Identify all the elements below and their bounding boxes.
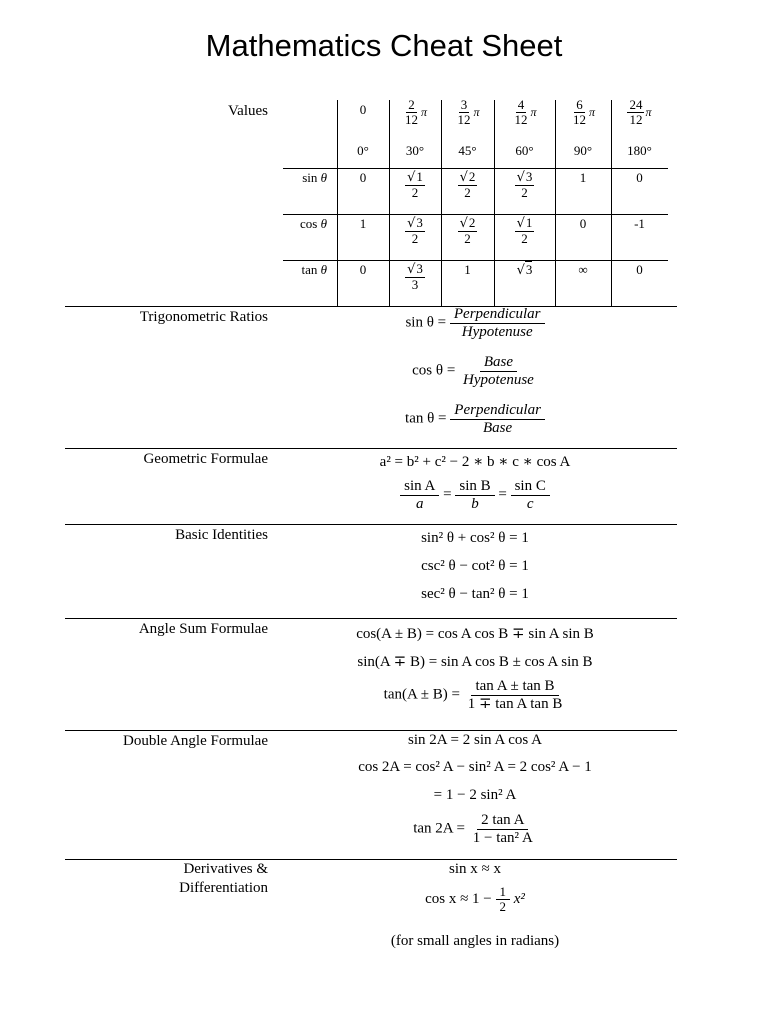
formula-law-of-cosines: a² = b² + c² − 2 ∗ b ∗ c ∗ cos A [379,454,571,470]
table-cell [441,216,494,247]
cell-value: 1 [579,170,587,185]
cell-value: 0 [359,262,367,277]
fraction [571,98,588,128]
table-cell [389,262,441,293]
numerator [458,170,478,186]
radicand: 3 [525,262,533,277]
cell-value: ∞ [578,262,588,277]
formula-rhs: x² [513,891,525,908]
fraction [458,170,478,201]
radicand: 2 [468,215,476,230]
formula-lhs: cos θ = [412,362,456,379]
cell-value [515,215,535,247]
denominator: 1 − tan² A [472,829,533,846]
formula-lhs: cos x ≈ 1 − [425,891,492,908]
equals-sign: = [443,486,452,503]
theta-symbol: θ [320,216,327,231]
table-row-label: cos θ [300,216,327,231]
formula-cos-double: cos 2A = cos² A − sin² A = 2 cos² A − 1 [358,759,592,775]
section-divider [65,618,677,619]
page-title: Mathematics Cheat Sheet [205,28,563,63]
table-cell [441,262,494,278]
fraction [450,306,545,340]
table-header-degrees: 180° [627,143,652,158]
denominator: 12 [629,112,643,128]
formula-tan-double [280,812,670,846]
denominator: 2 [464,185,471,201]
table-header-radians [611,98,668,128]
cell-value: 1 [464,262,471,277]
denominator: Base [483,419,513,436]
formula-lhs: tan 2A = [413,820,465,837]
label-line: Derivatives & [183,861,268,877]
numerator: 3 [460,97,468,112]
cell-value: 0 [359,170,367,185]
radical-sign: √ [516,263,525,278]
formula-sin-sum: sin(A ∓ B) = sin A cos B ± cos A sin B [357,654,593,670]
denominator: 2 [464,231,471,247]
identity-line: sec² θ − tan² θ = 1 [421,586,529,602]
numerator: 24 [629,97,643,112]
radical-sign: √ [407,170,416,185]
cell-value: 0 [636,170,643,185]
section-divider [65,448,677,449]
cell-value [405,169,425,201]
numerator [458,216,478,232]
denominator: 12 [457,112,471,128]
formula-cos-double-alt: = 1 − 2 sin² A [433,787,517,803]
table-cell [555,170,611,186]
denominator: b [471,495,479,512]
cell-value [458,215,478,247]
table-cell [441,170,494,201]
numerator: 2 tan A [477,812,528,830]
identity-line: csc² θ − cot² θ = 1 [421,558,529,574]
fraction [496,885,511,915]
denominator: Hypotenuse [463,371,534,388]
formula-cos-sum: cos(A ± B) = cos A cos B ∓ sin A sin B [356,626,594,642]
table-header-radians [441,98,494,128]
numerator [515,216,535,232]
fraction [455,478,494,512]
pi-symbol: π [473,105,480,120]
denominator: 2 [411,231,419,247]
formula-lhs: sin θ = [405,314,447,331]
table-header-degrees: 30° [405,143,425,158]
numerator [405,170,425,186]
radicand: 3 [416,261,423,276]
fraction [403,98,420,128]
note-small-angles: (for small angles in radians) [390,933,560,949]
fraction [515,216,535,247]
cell-value: 1 [359,216,367,231]
table-header-radians [389,98,441,128]
table-header-degrees: 0° [357,143,369,158]
section-label-derivatives [179,860,268,898]
fraction [450,402,545,436]
denominator: 12 [572,112,586,128]
radicand: 1 [416,169,423,184]
denominator: 1 ∓ tan A tan B [467,695,563,712]
table-cell [389,170,441,201]
numerator: sin C [511,478,550,496]
denominator: Hypotenuse [461,323,533,340]
numerator: 1 [496,885,511,900]
table-hline [283,214,668,215]
numerator: 2 [408,97,415,112]
table-cell [611,216,668,232]
table-cell [555,262,611,278]
identity-line: sin² θ + cos² θ = 1 [421,530,529,546]
formula-tan-sum [280,678,670,712]
formula-cos-ratio [280,354,670,388]
numerator: Perpendicular [450,306,545,324]
cell-value [405,261,425,293]
formula-cos-approx [280,885,670,915]
table-cell [555,216,611,232]
table-cell [611,170,668,186]
denominator: 2 [521,185,528,201]
numerator: sin A [400,478,439,496]
radicand: 1 [525,215,533,230]
table-cell [389,216,441,247]
denominator: 12 [404,112,418,128]
pi-symbol: π [530,105,537,120]
numerator [405,262,425,278]
section-label-trig-ratios: Trigonometric Ratios [139,309,268,325]
table-cell [611,262,668,278]
theta-symbol: θ [320,170,327,185]
radical-sign: √ [407,262,416,277]
equals-sign: = [498,486,507,503]
pi-symbol: π [588,105,595,120]
table-row-label: tan θ [301,262,327,277]
cell-value [515,169,535,201]
denominator: a [416,495,424,512]
formula-lhs: tan θ = [405,410,447,427]
radicand: 3 [416,215,423,230]
formula-sin-double: sin 2A = 2 sin A cos A [408,732,542,748]
table-header-radians: 0 [359,102,367,117]
table-cell [337,170,389,186]
section-label-angle-sum: Angle Sum Formulae [138,621,268,637]
cell-value [458,169,478,201]
formula-law-of-sines [280,478,670,512]
pi-symbol: π [645,105,652,120]
table-cell [494,216,555,247]
cell-value [405,215,425,247]
radical-sign: √ [407,216,416,231]
numerator: Base [480,354,517,372]
table-cell [337,262,389,278]
fraction [512,98,529,128]
radical-sign: √ [459,170,468,185]
denominator: 2 [499,899,507,915]
fraction [455,98,472,128]
section-label-values: Values [228,103,268,119]
numerator [515,170,535,186]
fraction [405,262,425,293]
table-hline [283,168,668,169]
radical-sign: √ [516,170,525,185]
formula-sin-ratio [280,306,670,340]
numerator: 6 [576,97,583,112]
numerator: Perpendicular [450,402,545,420]
fraction [400,478,439,512]
fraction [511,478,550,512]
fraction [515,170,535,201]
table-header-radians [494,98,555,128]
cell-value: 0 [579,216,587,231]
formula-sin-approx: sin x ≈ x [449,861,501,877]
section-label-geometric: Geometric Formulae [143,451,268,467]
cell-value: -1 [634,216,645,231]
numerator [405,216,425,232]
fraction [405,170,425,201]
fraction [405,216,425,247]
section-divider [65,730,677,731]
table-header-radians [555,98,611,128]
numerator: 4 [517,97,525,112]
numerator: sin B [455,478,494,496]
table-header-degrees: 60° [515,143,534,158]
denominator: c [526,495,534,512]
radicand: 2 [468,169,476,184]
pi-symbol: π [420,105,427,120]
cell-value: 0 [636,262,643,277]
numerator: tan A ± tan B [471,678,558,696]
section-divider [65,859,677,860]
label-line: Differentiation [179,880,268,896]
table-header-degrees: 90° [573,143,593,158]
fraction [459,354,538,388]
denominator: 12 [514,112,528,128]
table-cell [494,170,555,201]
fraction [458,216,478,247]
fraction [464,678,567,712]
formula-lhs: tan(A ± B) = [383,686,460,703]
table-row-label: sin θ [302,170,327,185]
denominator: 2 [411,185,419,201]
section-label-basic-identities: Basic Identities [175,527,268,543]
radical-sign: √ [516,216,525,231]
denominator: 2 [521,231,528,247]
section-label-double-angle: Double Angle Formulae [123,733,268,749]
section-divider [65,524,677,525]
table-cell [494,262,555,278]
fraction [469,812,537,846]
table-hline [283,260,668,261]
denominator: 3 [411,277,419,293]
radical-sign: √ [459,216,468,231]
formula-tan-ratio [280,402,670,436]
cell-value [517,262,533,277]
theta-symbol: θ [320,262,327,277]
table-cell [337,216,389,232]
fraction [627,98,644,128]
table-header-degrees: 45° [458,143,477,158]
radicand: 3 [525,169,533,184]
